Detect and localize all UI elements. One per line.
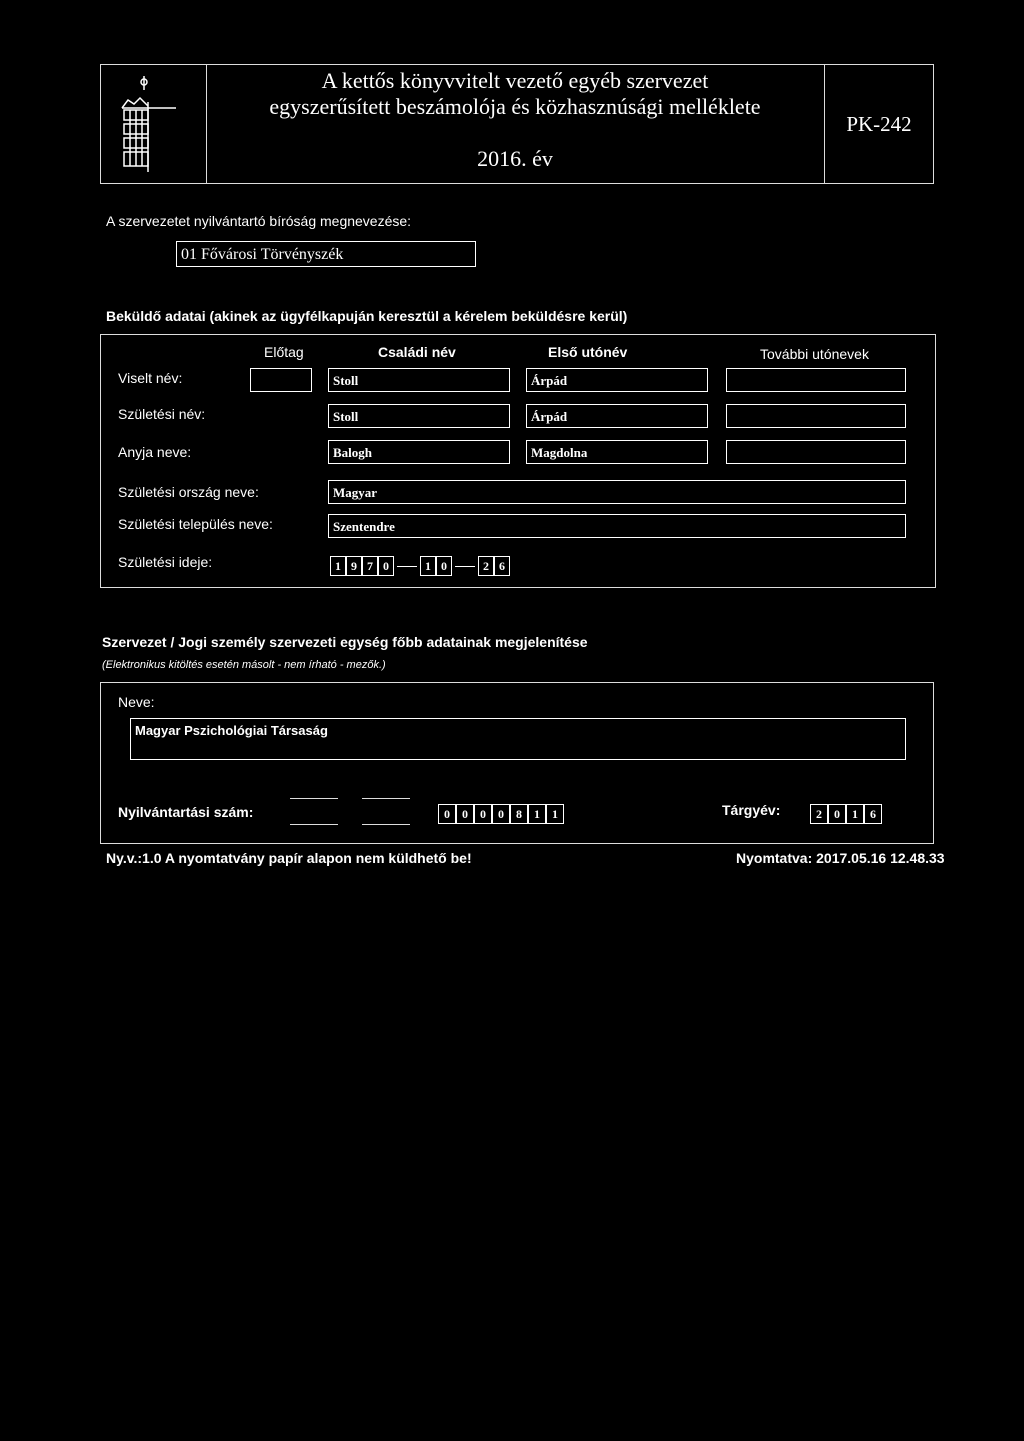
birth-country-label: Születési ország neve: [118, 484, 259, 500]
birth-name-family-field[interactable]: Stoll [328, 404, 510, 428]
col-first: Első utónév [548, 344, 628, 360]
current-name-label: Viselt név: [118, 370, 183, 386]
mother-name-first-field[interactable]: Magdolna [526, 440, 708, 464]
form-title-line2: egyszerűsített beszámolója és közhasznúsági melléklete [269, 94, 761, 119]
birth-date-digit[interactable]: 2 [478, 556, 494, 576]
reg-number-digit[interactable]: 1 [546, 804, 564, 824]
reg-blank-line [290, 824, 338, 825]
current-name-family-field[interactable]: Stoll [328, 368, 510, 392]
org-note: (Elektronikus kitöltés esetén másolt - nem írható - mezők.) [102, 659, 386, 671]
col-family: Családi név [378, 344, 456, 360]
birth-name-first-field[interactable]: Árpád [526, 404, 708, 428]
mother-name-other-field[interactable] [726, 440, 906, 464]
birth-date-digit[interactable]: 6 [494, 556, 510, 576]
reg-number-digit[interactable]: 0 [474, 804, 492, 824]
birth-date-digit[interactable]: 7 [362, 556, 378, 576]
current-name-other-field[interactable] [726, 368, 906, 392]
footer-notice: Ny.v.:1.0 A nyomtatvány papír alapon nem küldhető be! [106, 850, 472, 866]
mother-name-family-field[interactable]: Balogh [328, 440, 510, 464]
subject-year-digit[interactable]: 2 [810, 804, 828, 824]
org-name-label: Neve: [118, 694, 155, 710]
col-prefix: Előtag [264, 344, 304, 360]
subject-year-digit[interactable]: 1 [846, 804, 864, 824]
birth-date-digit[interactable]: 1 [420, 556, 436, 576]
sender-heading: Beküldő adatai (akinek az ügyfélkapuján keresztül a kérelem beküldésre kerül) [106, 308, 628, 324]
reg-number-digit[interactable]: 0 [456, 804, 474, 824]
form-year: 2016. év [477, 146, 553, 171]
birth-name-label: Születési név: [118, 406, 206, 422]
reg-blank-line [362, 798, 410, 799]
reg-number-digit[interactable]: 1 [528, 804, 546, 824]
subject-year-label: Tárgyév: [722, 802, 781, 818]
birth-date-digit[interactable]: 0 [378, 556, 394, 576]
date-separator [397, 566, 417, 567]
subject-year-digit[interactable]: 0 [828, 804, 846, 824]
current-name-prefix-field[interactable] [250, 368, 312, 392]
crest-logo-icon [118, 72, 178, 174]
footer-printed: Nyomtatva: 2017.05.16 12.48.33 [736, 850, 945, 866]
mother-name-label: Anyja neve: [118, 444, 192, 460]
current-name-first-field[interactable]: Árpád [526, 368, 708, 392]
reg-blank-line [362, 824, 410, 825]
header-divider-right [824, 64, 825, 184]
reg-number-digit[interactable]: 0 [492, 804, 510, 824]
form-code: PK-242 [846, 112, 912, 136]
birth-name-other-field[interactable] [726, 404, 906, 428]
reg-number-label: Nyilvántartási szám: [118, 804, 254, 820]
birth-date-label: Születési ideje: [118, 554, 213, 570]
birth-date-digit[interactable]: 0 [436, 556, 452, 576]
court-label: A szervezetet nyilvántartó bíróság megnevezése: [106, 213, 412, 229]
birth-city-label: Születési település neve: [118, 516, 273, 532]
org-name-field[interactable]: Magyar Pszichológiai Társaság [130, 718, 906, 760]
court-field[interactable]: 01 Fővárosi Törvényszék [176, 241, 476, 267]
reg-number-digit[interactable]: 8 [510, 804, 528, 824]
form-title-line1: A kettős könyvvitelt vezető egyéb szervezet [321, 68, 709, 93]
birth-date-digit[interactable]: 9 [346, 556, 362, 576]
birth-date-digit[interactable]: 1 [330, 556, 346, 576]
date-separator [455, 566, 475, 567]
reg-number-digit[interactable]: 0 [438, 804, 456, 824]
org-heading: Szervezet / Jogi személy szervezeti egység főbb adatainak megjelenítése [102, 634, 588, 650]
birth-country-field[interactable]: Magyar [328, 480, 906, 504]
birth-city-field[interactable]: Szentendre [328, 514, 906, 538]
reg-blank-line [290, 798, 338, 799]
col-other: További utónevek [760, 346, 869, 362]
subject-year-digit[interactable]: 6 [864, 804, 882, 824]
